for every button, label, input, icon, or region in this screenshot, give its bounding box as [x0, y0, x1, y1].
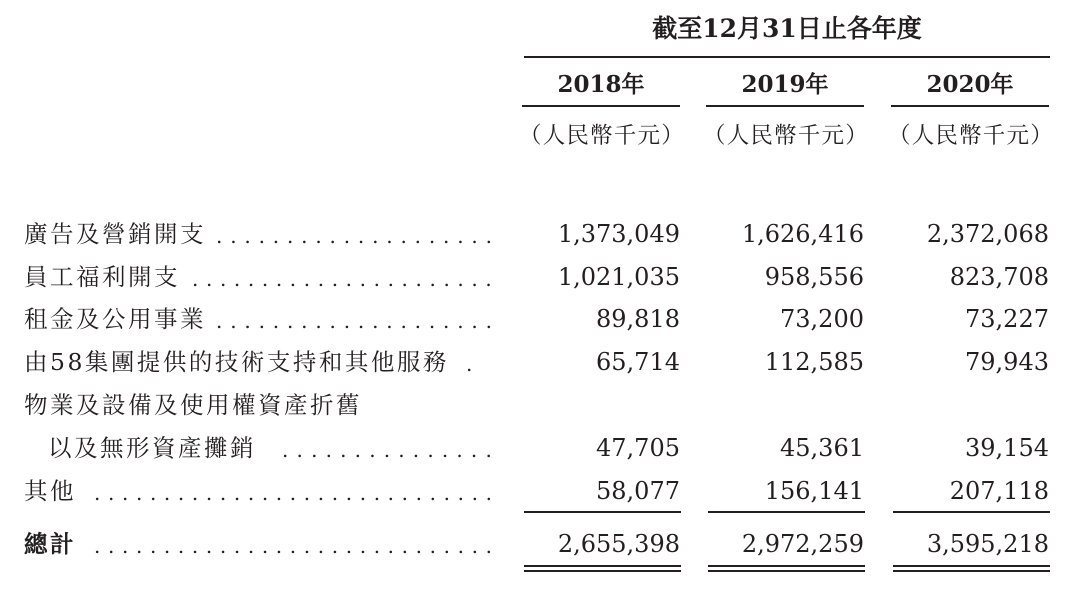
- leader-dot: .: [359, 534, 367, 558]
- row-label-others: 其他: [24, 477, 76, 505]
- leader-dot: .: [373, 534, 381, 558]
- leader-dot: .: [485, 267, 492, 291]
- leader-dot: .: [372, 224, 379, 248]
- leader-dot: .: [177, 534, 185, 558]
- subtotal-rule: [524, 511, 681, 513]
- value-2019: 958,556: [764, 263, 864, 291]
- leader-dot: .: [303, 534, 311, 558]
- leader-dot: .: [331, 267, 339, 291]
- total-double-rule-bottom: [708, 570, 865, 572]
- leader-dot: .: [471, 267, 478, 291]
- total-double-rule-top: [524, 565, 681, 567]
- leader-dot: .: [135, 534, 143, 558]
- leader-dot: .: [457, 267, 464, 291]
- leader-dot: .: [428, 224, 436, 248]
- row-label-tech-support: 由58集團提供的技術支持和其他服務: [24, 348, 449, 376]
- leader-dot: .: [261, 481, 269, 505]
- leader-dot: .: [216, 309, 223, 333]
- leader-dot: .: [485, 224, 492, 248]
- leader-dot: .: [485, 481, 492, 505]
- leader-dot: .: [429, 267, 436, 291]
- unit-label-2018: （人民幣千元）: [519, 123, 685, 149]
- leader-dot: .: [317, 534, 325, 558]
- unit-label-2020: （人民幣千元）: [888, 123, 1054, 149]
- leader-dot: .: [470, 438, 478, 462]
- value-2018: 1,373,049: [557, 220, 680, 248]
- leader-dot: .: [383, 438, 391, 462]
- leader-dot: .: [272, 224, 280, 248]
- leader-dot: .: [107, 481, 115, 505]
- leader-dot: .: [456, 438, 463, 462]
- leader-dot: .: [372, 309, 379, 333]
- leader-dot: .: [275, 534, 283, 558]
- leader-dot: .: [471, 309, 478, 333]
- leader-dot: .: [387, 481, 395, 505]
- leader-dot: .: [398, 438, 405, 462]
- row-label-depreciation: 物業及設備及使用權資產折舊: [24, 391, 362, 419]
- leader-dot: .: [443, 481, 450, 505]
- leader-dot: .: [340, 438, 347, 462]
- leader-dot: .: [275, 267, 283, 291]
- leader-dot: .: [428, 309, 436, 333]
- value-2020: 207,118: [949, 477, 1049, 505]
- leader-dot: .: [289, 267, 297, 291]
- leader-dot: .: [261, 534, 269, 558]
- leader-dot: .: [191, 534, 199, 558]
- leader-dot: .: [149, 534, 157, 558]
- leader-dot: .: [301, 309, 308, 333]
- leader-dot: .: [471, 534, 478, 558]
- leader-dot: .: [387, 267, 394, 291]
- unit-label-2019: （人民幣千元）: [703, 123, 869, 149]
- leader-dot: .: [466, 352, 473, 376]
- dot-leader: [192, 260, 492, 294]
- leader-dot: .: [301, 224, 308, 248]
- leader-dot: .: [359, 267, 366, 291]
- leader-dot: .: [357, 309, 365, 333]
- leader-dot: .: [401, 267, 408, 291]
- leader-dot: .: [247, 481, 255, 505]
- total-double-rule-top: [708, 565, 865, 567]
- leader-dot: .: [415, 534, 422, 558]
- leader-dot: .: [205, 481, 213, 505]
- leader-dot: .: [205, 267, 213, 291]
- leader-dot: .: [345, 481, 353, 505]
- leader-dot: .: [163, 534, 171, 558]
- leader-dot: .: [317, 267, 325, 291]
- leader-dot: .: [429, 481, 436, 505]
- leader-dot: .: [286, 309, 294, 333]
- value-2018: 58,077: [596, 477, 680, 505]
- leader-dot: .: [441, 438, 449, 462]
- leader-dot: .: [401, 481, 409, 505]
- leader-dot: .: [331, 481, 339, 505]
- subtotal-rule: [708, 511, 865, 513]
- row-label-total: 總計: [24, 530, 76, 558]
- leader-dot: .: [303, 267, 311, 291]
- leader-dot: .: [205, 534, 213, 558]
- subtotal-rule: [893, 511, 1050, 513]
- leader-dot: .: [329, 309, 336, 333]
- leader-dot: .: [303, 481, 311, 505]
- value-2020: 73,227: [965, 305, 1049, 333]
- leader-dot: .: [233, 267, 241, 291]
- dot-leader: [216, 302, 492, 336]
- value-2019: 1,626,416: [741, 220, 864, 248]
- leader-dot: .: [121, 534, 129, 558]
- leader-dot: .: [343, 224, 351, 248]
- year-underline-2018: [522, 105, 680, 107]
- leader-dot: .: [386, 309, 393, 333]
- leader-dot: .: [359, 481, 367, 505]
- year-underline-2020: [891, 105, 1049, 107]
- leader-dot: .: [282, 438, 289, 462]
- leader-dot: .: [121, 481, 129, 505]
- value-2020: 823,708: [949, 263, 1049, 291]
- leader-dot: .: [219, 534, 227, 558]
- leader-dot: .: [230, 224, 237, 248]
- leader-dot: .: [247, 534, 255, 558]
- year-underline-2019: [706, 105, 864, 107]
- value-2019: 73,200: [780, 305, 864, 333]
- leader-dot: .: [317, 481, 325, 505]
- leader-dot: .: [289, 481, 297, 505]
- leader-dot: .: [471, 224, 478, 248]
- value-2020: 2,372,068: [926, 220, 1049, 248]
- leader-dot: .: [427, 438, 434, 462]
- row-label-marketing: 廣告及營銷開支: [24, 220, 206, 248]
- leader-dot: .: [415, 267, 422, 291]
- year-header-2019: 2019年: [741, 71, 829, 98]
- leader-dot: .: [343, 309, 351, 333]
- value-2020: 39,154: [965, 434, 1049, 462]
- value-2018: 1,021,035: [557, 263, 680, 291]
- leader-dot: .: [192, 267, 199, 291]
- leader-dot: .: [107, 534, 115, 558]
- year-header-2020: 2020年: [926, 71, 1014, 98]
- leader-dot: .: [457, 481, 464, 505]
- dot-leader: [466, 345, 492, 379]
- leader-dot: .: [443, 224, 450, 248]
- leader-dot: .: [485, 438, 492, 462]
- total-2019: 2,972,259: [741, 530, 864, 558]
- period-header-underline: [524, 56, 1050, 58]
- leader-dot: .: [258, 309, 265, 333]
- leader-dot: .: [230, 309, 237, 333]
- leader-dot: .: [400, 309, 407, 333]
- leader-dot: .: [443, 267, 450, 291]
- leader-dot: .: [275, 481, 283, 505]
- leader-dot: .: [412, 438, 420, 462]
- leader-dot: .: [191, 481, 199, 505]
- leader-dot: .: [135, 481, 143, 505]
- leader-dot: .: [471, 481, 478, 505]
- leader-dot: .: [485, 534, 492, 558]
- leader-dot: .: [429, 534, 436, 558]
- leader-dot: .: [163, 481, 171, 505]
- leader-dot: .: [485, 309, 492, 333]
- leader-dot: .: [345, 534, 353, 558]
- dot-leader: [216, 217, 492, 251]
- leader-dot: .: [400, 224, 407, 248]
- leader-dot: .: [149, 481, 157, 505]
- leader-dot: .: [373, 267, 380, 291]
- leader-dot: .: [443, 309, 450, 333]
- leader-dot: .: [373, 481, 381, 505]
- dot-leader: [282, 431, 492, 465]
- value-2019: 45,361: [780, 434, 864, 462]
- leader-dot: .: [329, 224, 336, 248]
- leader-dot: .: [325, 438, 332, 462]
- leader-dot: .: [387, 534, 395, 558]
- leader-dot: .: [345, 267, 353, 291]
- leader-dot: .: [357, 224, 365, 248]
- row-label-depreciation-cont: 以及無形資產攤銷: [48, 434, 256, 462]
- value-2020: 79,943: [965, 348, 1049, 376]
- value-2019: 112,585: [764, 348, 864, 376]
- leader-dot: .: [354, 438, 362, 462]
- leader-dot: .: [244, 224, 251, 248]
- year-header-2018: 2018年: [557, 71, 645, 98]
- leader-dot: .: [94, 534, 101, 558]
- leader-dot: .: [386, 224, 393, 248]
- total-double-rule-top: [893, 565, 1050, 567]
- total-double-rule-bottom: [524, 570, 681, 572]
- leader-dot: .: [401, 534, 409, 558]
- total-double-rule-bottom: [893, 570, 1050, 572]
- value-2018: 47,705: [596, 434, 680, 462]
- leader-dot: .: [457, 309, 464, 333]
- leader-dot: .: [311, 438, 318, 462]
- value-2018: 89,818: [596, 305, 680, 333]
- value-2019: 156,141: [764, 477, 864, 505]
- leader-dot: .: [233, 534, 241, 558]
- leader-dot: .: [219, 267, 227, 291]
- leader-dot: .: [415, 481, 422, 505]
- total-2018: 2,655,398: [557, 530, 680, 558]
- leader-dot: .: [414, 224, 421, 248]
- leader-dot: .: [457, 224, 464, 248]
- period-header: 截至12月31日止各年度: [652, 14, 922, 43]
- leader-dot: .: [443, 534, 450, 558]
- leader-dot: .: [272, 309, 280, 333]
- leader-dot: .: [369, 438, 376, 462]
- leader-dot: .: [315, 224, 322, 248]
- row-label-employee-benefits: 員工福利開支: [24, 263, 180, 291]
- leader-dot: .: [219, 481, 227, 505]
- leader-dot: .: [286, 224, 294, 248]
- leader-dot: .: [414, 309, 421, 333]
- leader-dot: .: [296, 438, 303, 462]
- leader-dot: .: [216, 224, 223, 248]
- leader-dot: .: [244, 309, 251, 333]
- value-2018: 65,714: [596, 348, 680, 376]
- leader-dot: .: [177, 481, 185, 505]
- leader-dot: .: [315, 309, 322, 333]
- leader-dot: .: [289, 534, 297, 558]
- leader-dot: .: [457, 534, 464, 558]
- row-label-rent-utilities: 租金及公用事業: [24, 305, 206, 333]
- leader-dot: .: [247, 267, 255, 291]
- dot-leader: [94, 474, 492, 508]
- leader-dot: .: [233, 481, 241, 505]
- leader-dot: .: [331, 534, 339, 558]
- dot-leader: [94, 527, 492, 561]
- leader-dot: .: [94, 481, 101, 505]
- total-2020: 3,595,218: [926, 530, 1049, 558]
- leader-dot: .: [261, 267, 269, 291]
- leader-dot: .: [258, 224, 265, 248]
